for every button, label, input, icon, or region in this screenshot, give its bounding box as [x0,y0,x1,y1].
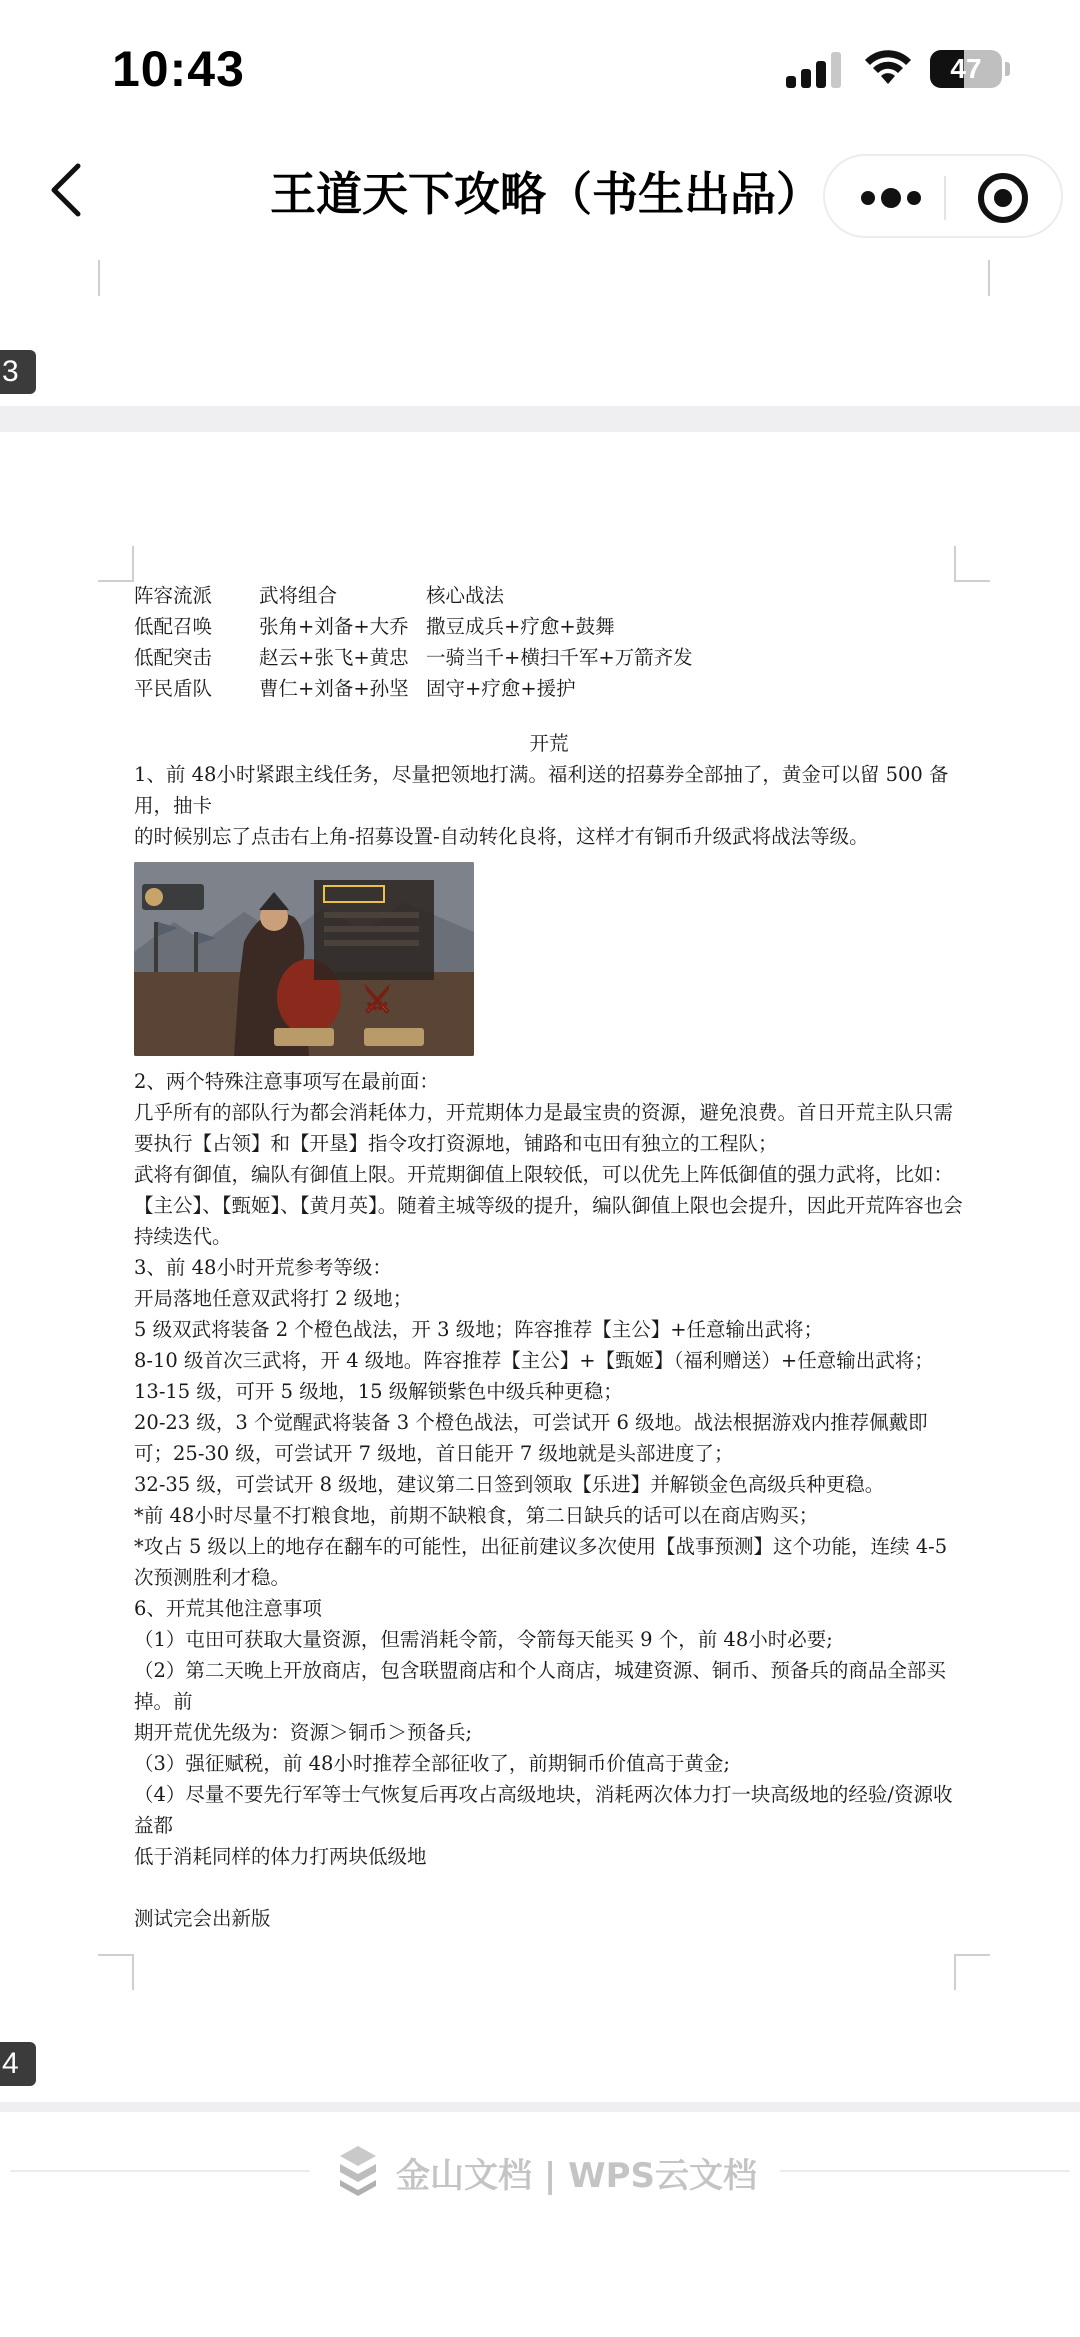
chevron-left-icon [36,152,106,228]
page-separator [0,2102,1080,2112]
paragraph: （1）屯田可获取大量资源，但需消耗令箭，令箭每天能买 9 个，前 48小时必要; [134,1628,833,1651]
paragraph: 13-15 级，可开 5 级地，15 级解锁紫色中级兵种更稳； [134,1380,623,1403]
table-row [134,642,964,673]
battery-icon [930,50,1010,88]
table-cell: 张角+刘备+大乔 [259,615,409,638]
paragraph: （4）尽量不要先行军等士气恢复后再攻占高级地块，消耗两次体力打一块高级地的经验/资源收益都 [134,1783,953,1837]
table-cell: 平民盾队 [134,677,213,700]
paragraph: 20-23 级，3 个觉醒武将装备 3 个橙色战法，可尝试开 6 级地。战法根据游戏内推荐佩戴即可；25-30 级，可尝试开 7 级地，首日能开 7 级地就是头部进度了； [134,1411,928,1465]
table-cell: 低配突击 [134,646,213,669]
target-close-icon [975,170,1031,226]
crop-mark [954,260,990,296]
paragraph: 6、开荒其他注意事项 [134,1597,322,1620]
table-cell: 赵云+张飞+黄忠 [259,646,409,669]
capsule-divider [944,176,946,220]
wps-logo-icon [336,2140,380,2200]
paragraph: 开局落地任意双武将打 2 级地； [134,1287,413,1310]
paragraph: 期开荒优先级为：资源＞铜币＞预备兵; [134,1721,473,1744]
more-dots-icon [907,191,921,205]
paragraph: 32-35 级，可尝试开 8 级地，建议第二日签到领取【乐进】并解锁金色高级兵种更稳。 [134,1473,885,1496]
crop-mark [954,1954,990,1990]
footer-brand-text: 金山文档 | WPS云文档 [396,2156,758,2196]
table-row [134,673,964,704]
table-cell: 曹仁+刘备+孙坚 [259,677,409,700]
table-header-cell: 核心战法 [426,584,505,607]
table-cell: 固守+疗愈+援护 [426,677,576,700]
paragraph: 几乎所有的部队行为都会消耗体力，开荒期体力是最宝贵的资源，避免浪费。首日开荒主队只需要执行【占领】和【开垦】指令攻打资源地，铺路和屯田有独立的工程队； [134,1101,954,1155]
back-button[interactable] [36,152,106,228]
footer-divider [10,2170,310,2172]
svg-text:⚔: ⚔ [362,981,393,1021]
cellular-signal-icon [786,52,842,88]
paragraph: *攻占 5 级以上的地存在翻车的可能性，出征前建议多次使用【战事预测】这个功能，连续 4-5 次预测胜利才稳。 [134,1535,948,1589]
paragraph: 的时候别忘了点击右上角-招募设置-自动转化良将，这样才有铜币升级武将战法等级。 [134,825,869,848]
footer-divider [780,2170,1070,2172]
paragraph: 武将有御值，编队有御值上限。开荒期御值上限较低，可以优先上阵低御值的强力武将，比如：【主公】、【甄姬】、【黄月英】。随着主城等级的提升，编队御值上限也会提升，因此开荒阵容也会持续迭代。 [134,1163,963,1248]
paragraph: （3）强征赋税，前 48小时推荐全部征收了，前期铜币价值高于黄金; [134,1752,730,1775]
game-screenshot-image [134,862,474,1056]
mini-program-capsule [823,154,1063,238]
paragraph: 2、两个特殊注意事项写在最前面： [134,1070,439,1093]
section-heading: 开荒 [529,732,569,755]
more-button[interactable] [855,174,925,222]
game-scene-illustration [134,862,474,1056]
blank-line [134,1872,964,1903]
paragraph: 5 级双武将装备 2 个橙色战法，开 3 级地；阵容推荐【主公】+任意输出武将； [134,1318,824,1341]
paragraph: 8-10 级首次三武将，开 4 级地。阵容推荐【主公】+【甄姬】（福利赠送）+任意输出武将； [134,1349,934,1372]
crop-mark [98,1954,134,1990]
battery-level-text: 47 [950,53,982,84]
table-header-cell: 武将组合 [259,584,338,607]
nav-bar [0,130,1080,250]
paragraph: 低于消耗同样的体力打两块低级地 [134,1845,427,1868]
closing-note: 测试完会出新版 [134,1907,271,1930]
more-dots-icon [861,191,875,205]
paragraph: （2）第二天晚上开放商店，包含联盟商店和个人商店，城建资源、铜币、预备兵的商品全部买掉。前 [134,1659,946,1713]
table-header-row [134,580,964,611]
document-viewer[interactable] [0,250,1080,2337]
table-cell: 一骑当千+横扫千军+万箭齐发 [426,646,693,669]
table-cell: 低配召唤 [134,615,213,638]
status-time: 10:43 [112,41,245,97]
table-header-cell: 阵容流派 [134,584,213,607]
paragraph: 3、前 48小时开荒参考等级： [134,1256,392,1279]
document-page [134,580,964,1934]
page-separator [0,406,1080,432]
table-cell: 撒豆成兵+疗愈+鼓舞 [426,615,615,638]
status-bar [0,0,1080,130]
more-dots-icon [881,188,901,208]
paragraph: 1、前 48小时紧跟主线任务，尽量把领地打满。福利送的招募券全部抽了，黄金可以留 500 备用，抽卡 [134,763,949,817]
crop-mark [954,546,990,582]
page-number-badge: 3 [0,350,36,394]
crop-mark [98,546,134,582]
crop-mark [98,260,134,296]
page-title: 王道天下攻略（书生出品） [270,167,822,221]
wifi-icon [862,46,914,86]
paragraph: *前 48小时尽量不打粮食地，前期不缺粮食，第二日缺兵的话可以在商店购买； [134,1504,819,1527]
table-row [134,611,964,642]
page-number-badge: 4 [0,2042,36,2086]
close-button[interactable] [975,170,1031,226]
